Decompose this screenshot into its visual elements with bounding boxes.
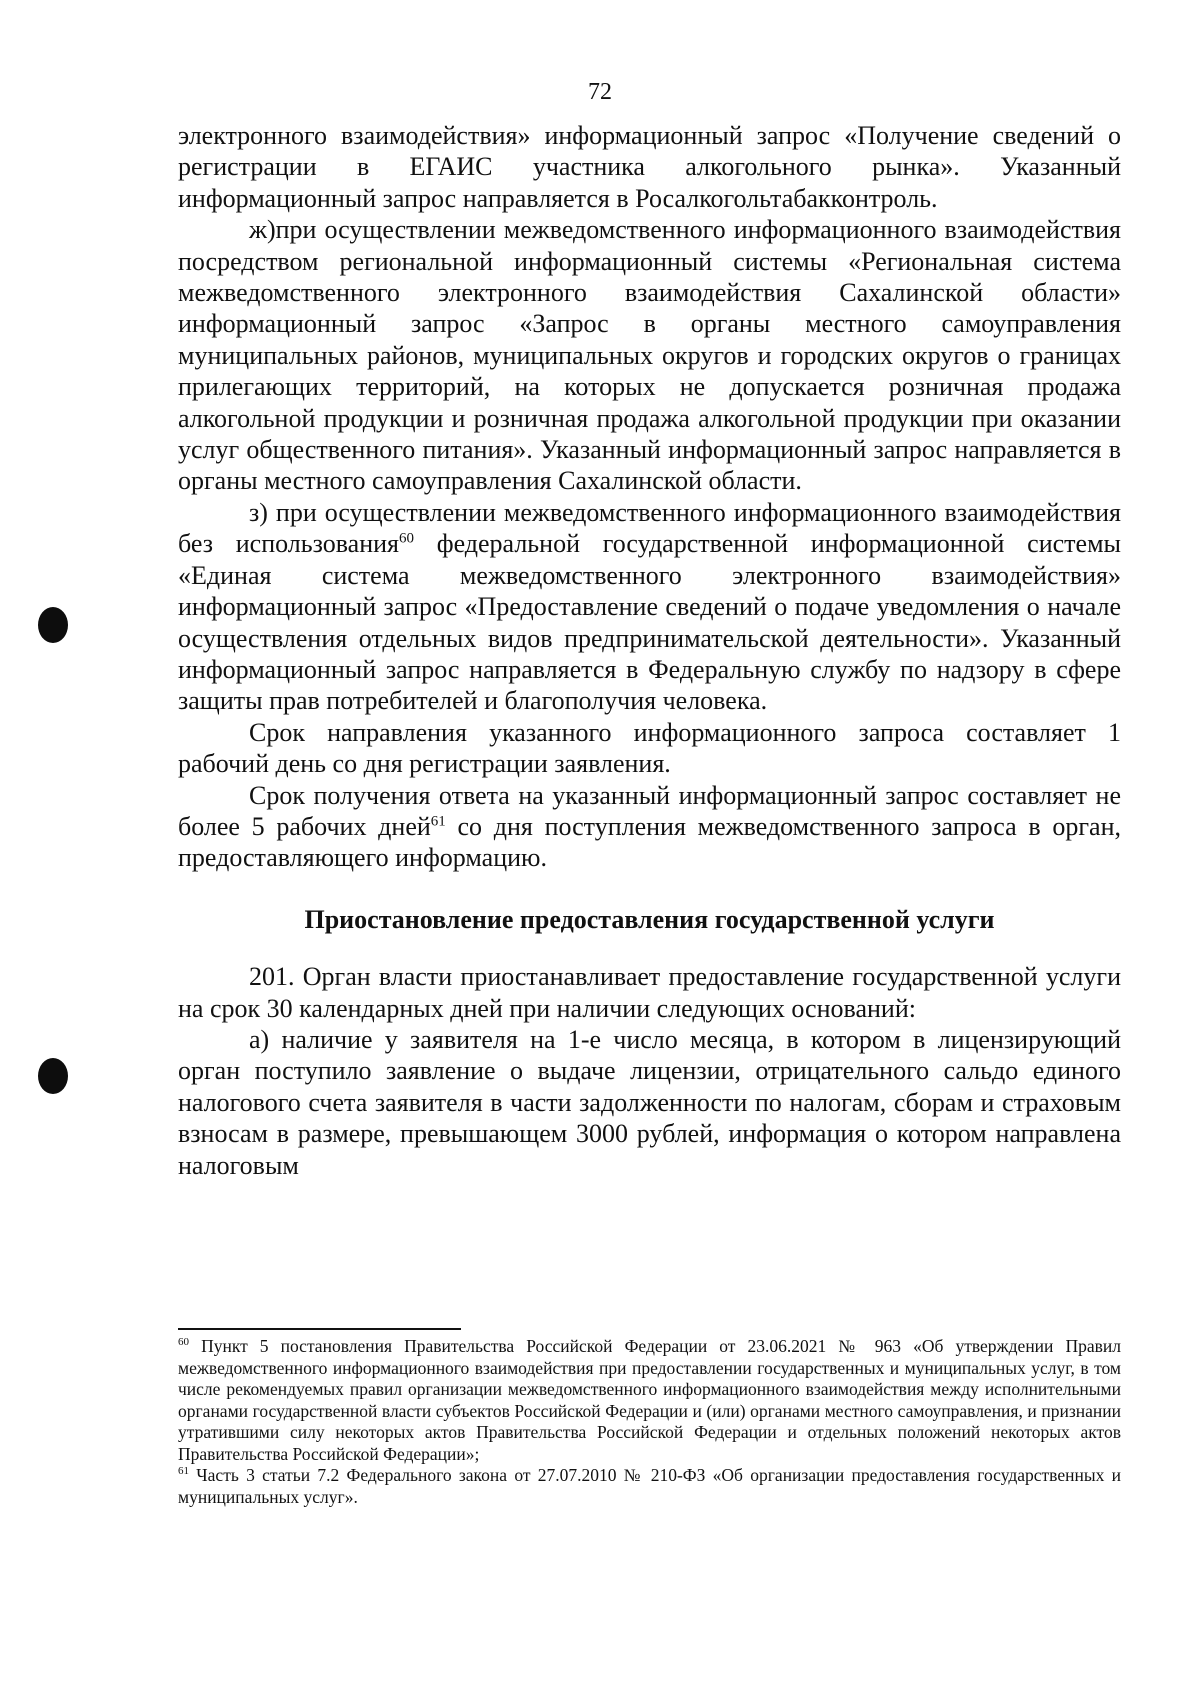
footnote — [178, 1465, 1121, 1508]
paragraph — [178, 497, 1121, 717]
footnote-mark: 61 — [178, 1465, 189, 1478]
punch-hole-mark — [38, 607, 68, 643]
paragraph-text: со дня поступления межведомственного запроса в орган, предоставляющего информацию. — [178, 811, 1121, 873]
footnote-divider — [178, 1328, 461, 1330]
main-text — [178, 120, 1121, 1181]
footnotes — [178, 1336, 1121, 1508]
paragraph-text: з) при осуществлении межведомственного информационного взаимодействия без использования — [178, 497, 1121, 559]
paragraph-text: федеральной государственной информационной системы «Единая система межведомственного электронного взаимодействия» информационный запрос «Предоставление сведений о подаче уведомления о начале осуществления отдельных видов предпринимательской деятельности». Указанный информационный запрос направляется в Федеральную службу по надзору в сфере защиты прав потребителей и благополучия человека. — [178, 529, 1122, 716]
paragraph: ж)при осуществлении межведомственного информационного взаимодействия посредством региональной информационный системы «Региональная система межведомственного электронного взаимодействия Сахалинской области» информационный запрос «Запрос в органы местного самоуправления муниципальных районов, муниципальных округов и городских округов о границах прилегающих территорий, на которых не допускается розничная продажа алкогольной продукции и розничная продажа алкогольной продукции при оказании услуг общественного питания». Указанный информационный запрос направляется в органы местного самоуправления Сахалинской области. — [178, 215, 1121, 496]
footnote-reference: 60 — [399, 530, 414, 547]
paragraph: а) наличие у заявителя на 1-е число месяца, в котором в лицензирующий орган поступило заявление о выдаче лицензии, отрицательного сальдо единого налогового счета заявителя в части задолженности по налогам, сборам и страховым взносам в размере, превышающем 3000 рублей, информация о котором направлена налоговым — [178, 1024, 1121, 1180]
footnote-text: Пункт 5 постановления Правительства Российской Федерации от 23.06.2021 № 963 «Об утверждении Правил межведомственного информационного взаимодействия при предоставлении государственных и муниципальных услуг, в том числе рекомендуемых правил организации межведомственного информационного взаимодействия между исполнительными органами государственной власти субъектов Российской Федерации и (или) органами местного самоуправления, и признании утратившими силу некоторых актов Правительства Российской Федерации и отдельных положений некоторых актов Правительства Российской Федерации»; — [178, 1336, 1121, 1464]
paragraph: 201. Орган власти приостанавливает предоставление государственной услуги на срок 30 календарных дней при наличии следующих оснований: — [178, 962, 1121, 1023]
page-number: 72 — [588, 79, 612, 105]
paragraph — [178, 780, 1121, 874]
paragraph-text: Срок получения ответа на указанный информационный запрос составляет не более 5 рабочих дней — [178, 780, 1121, 841]
footnote-reference: 61 — [430, 813, 446, 830]
paragraph: Срок направления указанного информационного запроса составляет 1 рабочий день со дня регистрации заявления. — [178, 717, 1121, 779]
footnote-mark: 60 — [178, 1336, 189, 1349]
paragraph: электронного взаимодействия» информационный запрос «Получение сведений о регистрации в ЕГАИС участника алкогольного рынка». Указанный информационный запрос направляется в Росалкогольтабакконтроль. — [178, 121, 1121, 213]
footnote — [178, 1336, 1121, 1465]
section-heading: Приостановление предоставления государственной услуги — [304, 904, 995, 934]
footnote-text: Часть 3 статьи 7.2 Федерального закона от 27.07.2010 № 210-ФЗ «Об организации предоставления государственных и муниципальных услуг». — [178, 1465, 1121, 1507]
punch-hole-mark — [38, 1058, 68, 1094]
